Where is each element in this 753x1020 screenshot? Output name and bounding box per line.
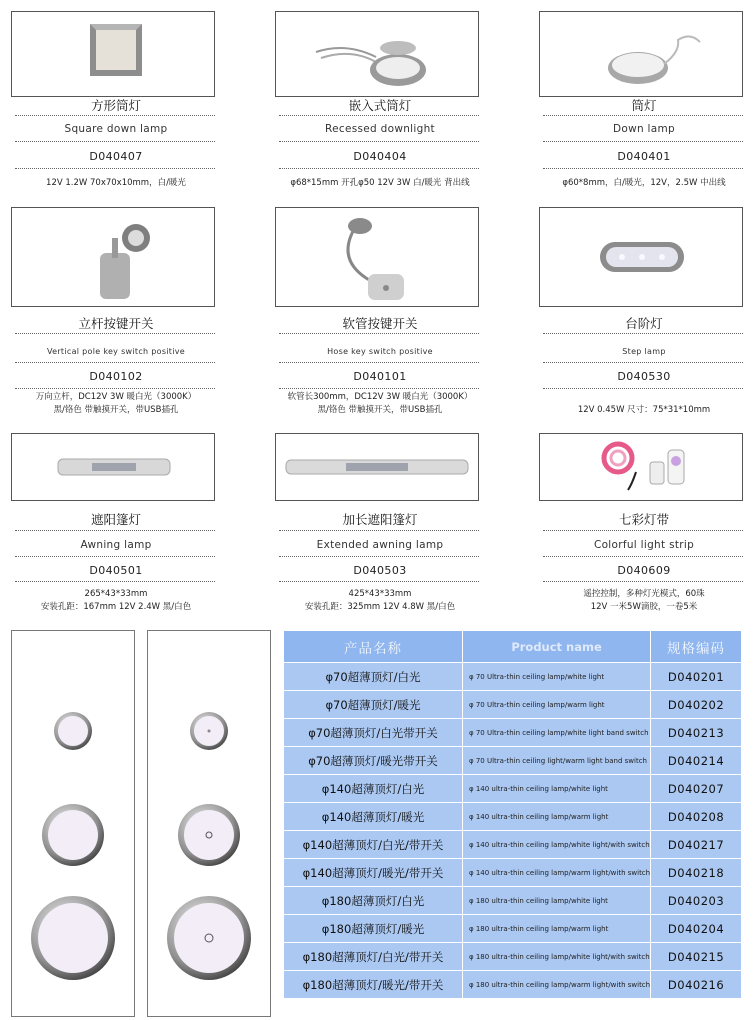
- product-name-en: Vertical pole key switch positive: [46, 347, 186, 356]
- product-name-en: Colorful light strip: [593, 539, 695, 551]
- product-name-en: Hose key switch positive: [327, 347, 433, 356]
- divider: [15, 581, 215, 582]
- table-row: [284, 719, 742, 747]
- product-image: [539, 11, 743, 97]
- row-name-en: φ 70 Ultra-thin ceiling lamp/warm light: [463, 691, 651, 719]
- row-code: D040208: [651, 803, 742, 831]
- row-name: φ140超薄顶灯/暖光/带开关: [284, 859, 463, 887]
- product-code: D040503: [353, 564, 407, 577]
- table-row: [284, 831, 742, 859]
- product-image: [539, 207, 743, 307]
- row-name: φ70超薄顶灯/暖光: [284, 691, 463, 719]
- product-image: [11, 433, 215, 501]
- row-code: D040204: [651, 915, 742, 943]
- down-lamp-icon: [540, 12, 742, 96]
- divider: [279, 581, 479, 582]
- divider: [279, 333, 479, 334]
- divider: [543, 141, 743, 142]
- divider: [15, 115, 215, 116]
- product-code: D040407: [89, 150, 143, 163]
- product-name-en: Square down lamp: [64, 123, 168, 135]
- divider: [279, 530, 479, 531]
- product-spec: 黑/铬色 带触摸开关，带USB插孔: [53, 405, 179, 415]
- row-name: φ180超薄顶灯/白光/带开关: [284, 943, 463, 971]
- header-product-name-cn: 产品名称: [284, 631, 463, 663]
- row-code: D040207: [651, 775, 742, 803]
- product-spec: 12V 一米5W滴胶，一卷5米: [590, 602, 698, 612]
- divider: [15, 556, 215, 557]
- row-name: φ180超薄顶灯/暖光/带开关: [284, 971, 463, 999]
- table-row: [284, 915, 742, 943]
- product-name-cn: 台阶灯: [625, 316, 663, 331]
- product-spec: 万向立杆，DC12V 3W 暖白光（3000K）: [35, 392, 197, 402]
- product-name-cn: 立杆按键开关: [78, 316, 154, 331]
- product-code: D040401: [617, 150, 671, 163]
- product-spec: 黑/铬色 带触摸开关，带USB插孔: [317, 405, 443, 415]
- awning-lamp-icon: [12, 434, 214, 500]
- divider: [15, 530, 215, 531]
- row-code: D040217: [651, 831, 742, 859]
- product-spec: 265*43*33mm: [84, 589, 148, 599]
- ceiling-lamp-switch-icon: [148, 631, 270, 1016]
- row-code: D040203: [651, 887, 742, 915]
- row-name-en: φ 180 ultra-thin ceiling lamp/white light: [463, 887, 651, 915]
- row-name: φ70超薄顶灯/白光带开关: [284, 719, 463, 747]
- product-image: [539, 433, 743, 501]
- pole-lamp-icon: [12, 208, 214, 306]
- product-name-en: Down lamp: [612, 123, 676, 135]
- row-name-en: φ 140 ultra-thin ceiling lamp/white light: [463, 775, 651, 803]
- product-image: [11, 11, 215, 97]
- divider: [15, 141, 215, 142]
- divider: [543, 388, 743, 389]
- row-name: φ180超薄顶灯/白光: [284, 887, 463, 915]
- header-product-name-en: Product name: [463, 631, 651, 663]
- row-name-en: φ 70 Ultra-thin ceiling lamp/white light: [463, 663, 651, 691]
- product-name-cn: 七彩灯带: [618, 512, 669, 527]
- table-row: [284, 747, 742, 775]
- table-row: [284, 859, 742, 887]
- ceiling-lamp-image-panel: [11, 630, 135, 1017]
- table-row: [284, 943, 742, 971]
- table-row: [284, 663, 742, 691]
- row-name: φ70超薄顶灯/暖光带开关: [284, 747, 463, 775]
- divider: [543, 556, 743, 557]
- divider: [279, 388, 479, 389]
- divider: [543, 168, 743, 169]
- product-image: [11, 207, 215, 307]
- product-spec: φ68*15mm 开孔φ50 12V 3W 白/暖光 背出线: [290, 178, 470, 188]
- product-image: [275, 11, 479, 97]
- product-image: [275, 433, 479, 501]
- row-name-en: φ 140 ultra-thin ceiling lamp/warm light: [463, 803, 651, 831]
- row-name: φ180超薄顶灯/暖光: [284, 915, 463, 943]
- product-name-en: Step lamp: [622, 347, 666, 356]
- row-name-en: φ 140 ultra-thin ceiling lamp/warm light/with switch: [463, 859, 651, 887]
- row-name-en: φ 140 ultra-thin ceiling lamp/white light/with switch: [463, 831, 651, 859]
- row-code: D040218: [651, 859, 742, 887]
- product-image: [275, 207, 479, 307]
- row-name: φ140超薄顶灯/白光/带开关: [284, 831, 463, 859]
- ceiling-lamp-icon: [12, 631, 134, 1016]
- row-name: φ70超薄顶灯/白光: [284, 663, 463, 691]
- table-row: [284, 887, 742, 915]
- product-code: D040609: [617, 564, 671, 577]
- divider: [15, 168, 215, 169]
- row-code: D040214: [651, 747, 742, 775]
- divider: [543, 581, 743, 582]
- product-spec: 安装孔距：325mm 12V 4.8W 黑/白色: [304, 602, 456, 612]
- step-lamp-icon: [540, 208, 742, 306]
- divider: [543, 362, 743, 363]
- product-code: D040101: [353, 370, 407, 383]
- row-name: φ140超薄顶灯/白光: [284, 775, 463, 803]
- row-name-en: φ 180 ultra-thin ceiling lamp/warm light: [463, 915, 651, 943]
- divider: [15, 388, 215, 389]
- table-header-row: [284, 631, 742, 663]
- product-code: D040102: [89, 370, 143, 383]
- ceiling-lamp-switch-image-panel: [147, 630, 271, 1017]
- product-name-en: Recessed downlight: [325, 123, 435, 135]
- table-row: [284, 691, 742, 719]
- product-name-en: Extended awning lamp: [316, 539, 444, 551]
- product-code: D040530: [617, 370, 671, 383]
- row-code: D040216: [651, 971, 742, 999]
- product-spec: 遥控控制，多种灯光模式，60珠: [583, 589, 705, 599]
- row-name-en: φ 70 Ultra-thin ceiling light/warm light band switch: [463, 747, 651, 775]
- product-spec: 12V 1.2W 70x70x10mm，白/暖光: [46, 178, 186, 188]
- row-code: D040202: [651, 691, 742, 719]
- recessed-lamp-icon: [276, 12, 478, 96]
- row-code: D040213: [651, 719, 742, 747]
- product-name-cn: 方形筒灯: [90, 98, 141, 113]
- row-name-en: φ 70 Ultra-thin ceiling lamp/white light band switch: [463, 719, 651, 747]
- product-name-en: Awning lamp: [80, 539, 152, 551]
- ceiling-lamp-spec-table: [283, 630, 742, 999]
- row-name: φ140超薄顶灯/暖光: [284, 803, 463, 831]
- hose-lamp-icon: [276, 208, 478, 306]
- row-code: D040215: [651, 943, 742, 971]
- divider: [279, 556, 479, 557]
- product-code: D040404: [353, 150, 407, 163]
- product-name-cn: 遮阳篷灯: [90, 512, 141, 527]
- product-name-cn: 筒灯: [631, 98, 657, 113]
- divider: [279, 141, 479, 142]
- product-code: D040501: [89, 564, 143, 577]
- extended-awning-lamp-icon: [276, 434, 478, 500]
- divider: [543, 115, 743, 116]
- product-spec: 软管长300mm，DC12V 3W 暖白光（3000K）: [287, 392, 473, 402]
- square-lamp-icon: [12, 12, 214, 96]
- product-spec: 安装孔距：167mm 12V 2.4W 黑/白色: [40, 602, 192, 612]
- row-name-en: φ 180 ultra-thin ceiling lamp/warm light/with switch: [463, 971, 651, 999]
- table-row: [284, 775, 742, 803]
- product-spec: 12V 0.45W 尺寸：75*31*10mm: [577, 405, 711, 415]
- divider: [15, 362, 215, 363]
- light-strip-icon: [540, 434, 742, 500]
- row-name-en: φ 180 ultra-thin ceiling lamp/white light/with switch: [463, 943, 651, 971]
- divider: [543, 530, 743, 531]
- table-row: [284, 971, 742, 999]
- header-spec-code: 规格编码: [651, 631, 742, 663]
- divider: [279, 362, 479, 363]
- row-code: D040201: [651, 663, 742, 691]
- divider: [543, 333, 743, 334]
- product-name-cn: 嵌入式筒灯: [348, 98, 412, 113]
- product-spec: φ60*8mm，白/暖光，12V，2.5W 中出线: [562, 178, 726, 188]
- table-row: [284, 803, 742, 831]
- product-name-cn: 加长遮阳篷灯: [342, 512, 418, 527]
- divider: [279, 168, 479, 169]
- product-spec: 425*43*33mm: [348, 589, 412, 599]
- divider: [15, 333, 215, 334]
- divider: [279, 115, 479, 116]
- product-name-cn: 软管按键开关: [342, 316, 418, 331]
